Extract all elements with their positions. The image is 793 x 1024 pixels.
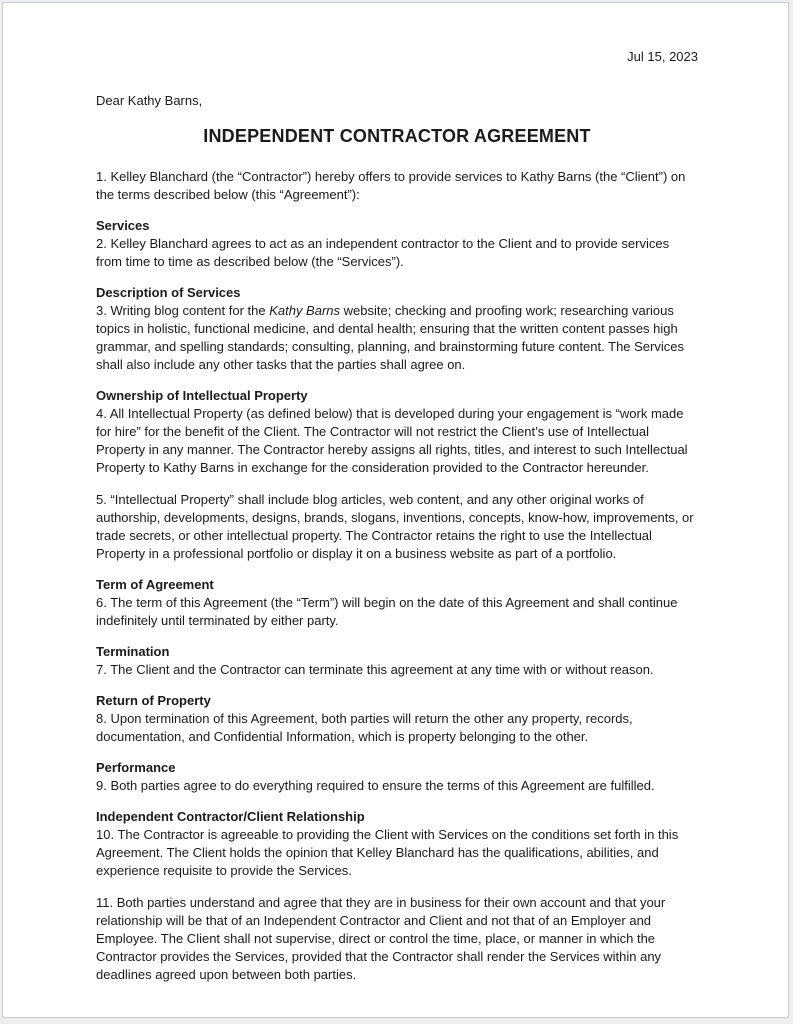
paragraph: 9. Both parties agree to do everything required to ensure the terms of this Agreement are fulfilled.: [96, 778, 655, 793]
section-performance: [96, 759, 698, 795]
paragraph: 8. Upon termination of this Agreement, both parties will return the other any property, records, documentation, and Confidential Information, which is property belonging to the other.: [96, 711, 633, 744]
document-title: INDEPENDENT CONTRACTOR AGREEMENT: [203, 126, 591, 146]
document-content: [3, 3, 788, 984]
section-heading-performance: Performance: [96, 760, 176, 775]
section-description-of-services: [96, 284, 698, 374]
section-heading-term-of-agreement: Term of Agreement: [96, 577, 214, 592]
section-services: [96, 217, 698, 271]
paragraph: 6. The term of this Agreement (the “Term”) will begin on the date of this Agreement and shall continue indefinitely until terminated by either party.: [96, 595, 678, 628]
paragraph: 2. Kelley Blanchard agrees to act as an independent contractor to the Client and to provide services from time to time as described below (the “Services”).: [96, 236, 670, 269]
section-heading-independent-contractor-client-relationship: Independent Contractor/Client Relationship: [96, 809, 365, 824]
section-heading-ownership-of-intellectual-property: Ownership of Intellectual Property: [96, 388, 308, 403]
document-date: Jul 15, 2023: [627, 49, 698, 64]
section-heading-termination: Termination: [96, 644, 170, 659]
section-independent-contractor-client-relationship: [96, 808, 698, 984]
section-term-of-agreement: [96, 576, 698, 630]
document-page: [2, 2, 789, 1018]
paragraph: 7. The Client and the Contractor can terminate this agreement at any time with or without reason.: [96, 662, 654, 677]
paragraph: 3. Writing blog content for the Kathy Barns website; checking and proofing work; researching various topics in holistic, functional medicine, and dental health; ensuring that the written content passes high grammar, and spelling standards; consulting, planning, and brainstorming future content. The Services shall also include any other tasks that the parties shall agree on.: [96, 303, 684, 372]
section-ownership-of-intellectual-property: [96, 387, 698, 563]
salutation: Dear Kathy Barns,: [96, 93, 203, 108]
section-return-of-property: [96, 692, 698, 746]
section-heading-return-of-property: Return of Property: [96, 693, 211, 708]
section-termination: [96, 643, 698, 679]
intro-paragraph: 1. Kelley Blanchard (the “Contractor”) hereby offers to provide services to Kathy Barns (the “Client”) on the terms described below (this “Agreement”):: [96, 169, 686, 202]
paragraph: 5. “Intellectual Property” shall include blog articles, web content, and any other original works of authorship, developments, designs, brands, slogans, inventions, concepts, know-how, improvements, or trade secrets, or other intellectual property. The Contractor retains the right to use the Intellectual Property in a professional portfolio or display it on a business website as part of a portfolio.: [96, 492, 694, 561]
paragraph: 11. Both parties understand and agree that they are in business for their own account and that your relationship will be that of an Independent Contractor and Client and not that of an Employer and Employee. The Client shall not supervise, direct or control the time, place, or manner in which the Contractor provides the Services, provided that the Contractor shall render the Services within any deadlines agreed upon between both parties.: [96, 895, 666, 982]
section-heading-description-of-services: Description of Services: [96, 285, 241, 300]
paragraph: 10. The Contractor is agreeable to providing the Client with Services on the conditions set forth in this Agreement. The Client holds the opinion that Kelley Blanchard has the qualifications, abilities, and experience requisite to provide the Services.: [96, 827, 679, 878]
paragraph: 4. All Intellectual Property (as defined below) that is developed during your engagement is “work made for hire” for the benefit of the Client. The Contractor will not restrict the Client’s use of Intellectual Property in any manner. The Contractor hereby assigns all rights, titles, and interest to such Intellectual Property to Kathy Barns in exchange for the consideration provided to the Contractor hereunder.: [96, 406, 688, 475]
section-heading-services: Services: [96, 218, 150, 233]
